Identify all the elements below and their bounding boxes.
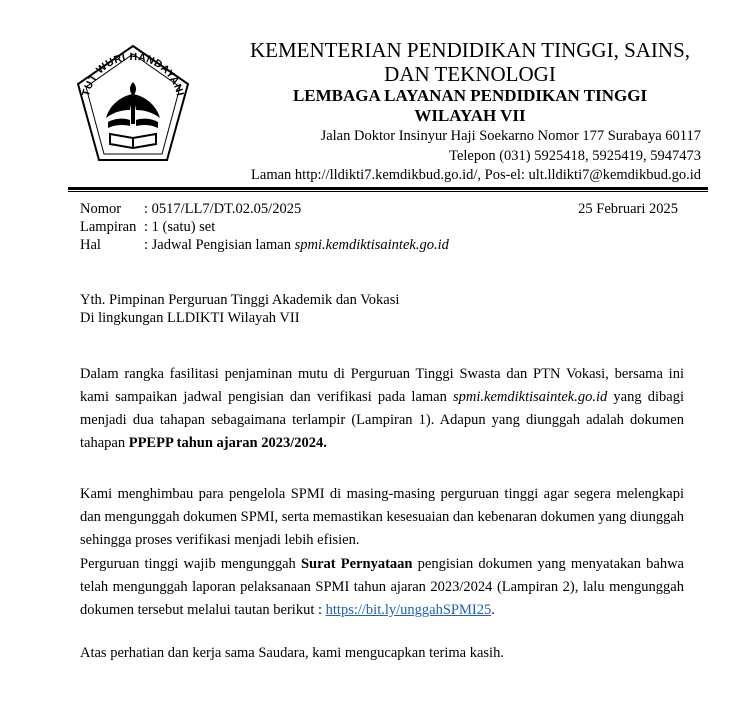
nomor-row [80,200,301,218]
paragraph-3 [80,553,684,622]
hal-site: spmi.kemdiktisaintek.go.id [294,237,449,253]
p3-end: . [491,602,495,618]
ministry-line-2: DAN TEKNOLOGI [384,62,556,86]
agency-name [200,86,740,126]
p1-bold: PPEPP tahun ajaran 2023/2024. [128,435,327,451]
letterhead-divider-thin [68,191,708,192]
tut-wuri-handayani-logo [70,42,196,168]
logo-motto: TUT WURI HANDAYANI [79,50,187,98]
ministry-name [200,38,740,86]
lampiran-row [80,218,215,236]
hal-label: Hal [80,237,101,253]
paragraph-closing: Atas perhatian dan kerja sama Saudara, kami mengucapkan terima kasih. [80,645,504,661]
addressee-line-2: Di lingkungan LLDIKTI Wilayah VII [80,310,300,326]
p3-text-b: pengisian dokumen yang menyatakan bahwa telah mengunggah laporan pelaksanaan SPMI tahun ajaran 2023/2024 (Lampiran 2), lalu mengunggah dokumen tersebut melalui tautan berikut : [80,556,684,618]
letterhead-divider-thick [68,187,708,190]
office-phone: Telepon (031) 5925418, 5925419, 5947473 [449,148,701,164]
p3-bold: Surat Pernyataan [300,556,413,572]
lampiran-value: : 1 (satu) set [144,219,216,235]
letter-date: 25 Februari 2025 [578,201,678,217]
addressee-line-1: Yth. Pimpinan Perguruan Tinggi Akademik dan Vokasi [80,292,400,308]
office-address: Jalan Doktor Insinyur Haji Soekarno Nomor 177 Surabaya 60117 [320,128,701,144]
hal-value: : Jadwal Pengisian laman [144,237,295,253]
lampiran-label: Lampiran [80,219,137,235]
upload-link[interactable]: https://bit.ly/unggahSPMI25 [325,602,492,618]
p3-text-a: Perguruan tinggi wajib mengunggah [80,556,301,572]
p1-site: spmi.kemdiktisaintek.go.id [453,389,608,405]
ministry-line-1: KEMENTERIAN PENDIDIKAN TINGGI, SAINS, [250,38,690,62]
hal-row [80,236,449,254]
office-web-email: Laman http://lldikti7.kemdikbud.go.id/, Pos-el: ult.lldikti7@kemdikbud.go.id [251,167,701,183]
nomor-label: Nomor [80,201,122,217]
agency-line-2: WILAYAH VII [414,106,526,125]
nomor-value: : 0517/LL7/DT.02.05/2025 [144,201,302,217]
agency-line-1: LEMBAGA LAYANAN PENDIDIKAN TINGGI [292,86,648,105]
paragraph-2: Kami menghimbau para pengelola SPMI di masing-masing perguruan tinggi agar segera melengkapi dan mengunggah dokumen SPMI, serta memastikan kesesuaian dan kebenaran dokumen yang diunggah sehingga proses verifikasi menjadi lebih efisien. [80,486,685,548]
p1-text-a: Dalam rangka fasilitasi penjaminan mutu di Perguruan Tinggi Swasta dan PTN Vokasi, bersama ini kami sampaikan jadwal pengisian dan verifikasi pada laman [80,366,684,405]
p1-text-b: yang dibagi menjadi dua tahapan sebagaimana terlampir (Lampiran 1). Adapun yang diunggah adalah dokumen tahapan [80,389,685,451]
paragraph-1 [80,363,684,455]
